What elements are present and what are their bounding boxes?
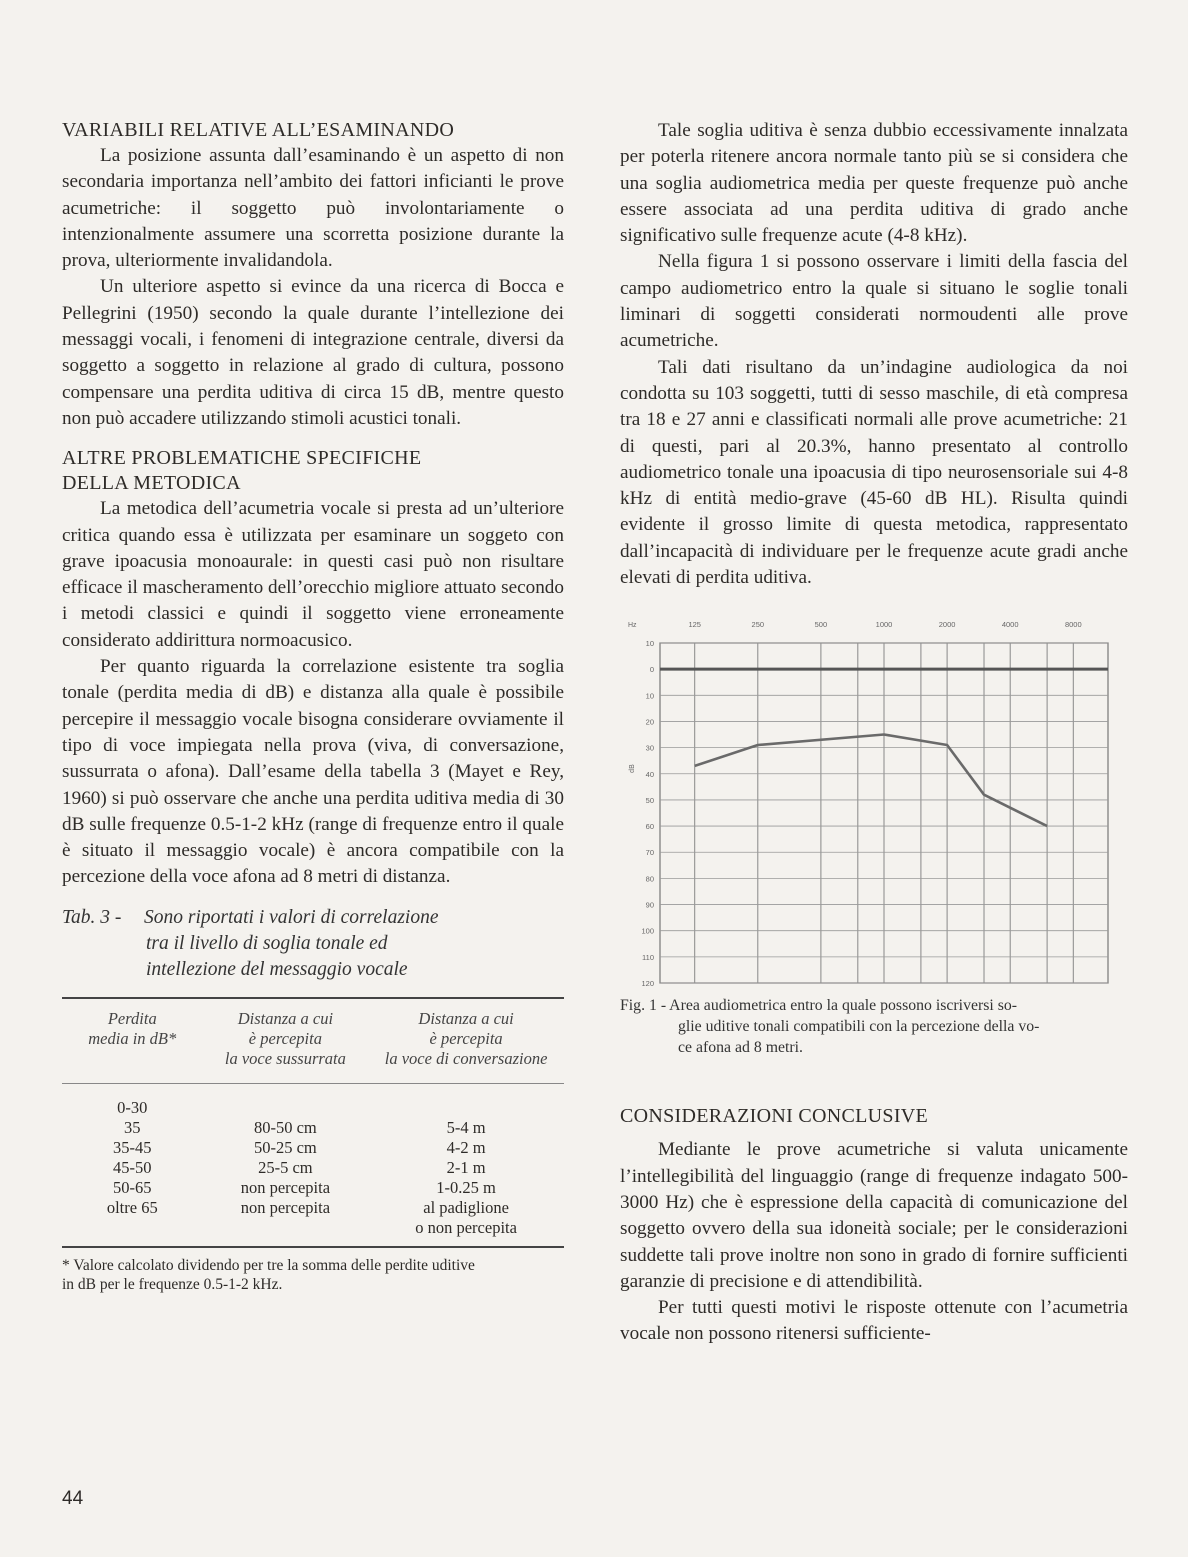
paragraph: Per tutti questi motivi le risposte ottenute con l’acumetria vocale non possono ritenersi sufficiente- (620, 1297, 1128, 1345)
y-tick-label: 80 (645, 874, 654, 884)
x-tick-label: 250 (751, 620, 765, 630)
y-tick-label: 10 (645, 691, 654, 701)
x-tick-label: 2000 (938, 620, 956, 630)
paragraph: La posizione assunta dall’esaminando è un aspetto di non secondaria importanza nell’ambito dei fattori inficianti le prove acumetriche: il soggetto può involontariamente o intenzionalmente assumere una scorretta posizione durante la prova, ulteriormente invalidandola. (62, 145, 564, 272)
table-row: 35-45 50-25 cm 4-2 m (113, 1137, 486, 1157)
figure-caption-line: Area audiometrica entro la quale possono iscriversi so- (669, 997, 1018, 1015)
y-tick-label: 90 (645, 900, 654, 910)
table-row: 0-30 (117, 1097, 148, 1117)
y-tick-label: 20 (645, 717, 654, 727)
y-tick-label: 110 (642, 953, 654, 963)
x-tick-label: 125 (688, 620, 701, 630)
table-row: 35 80-50 cm 5-4 m (124, 1117, 486, 1137)
paragraph: Tali dati risultano da un’indagine audiologica da noi condotta su 103 soggetti, tutti di sesso maschile, di età compresa tra 18 e 27 anni e classificati normali alle prove acumetriche: 21 di questi, pari al 20.3%, hanno presentato al controllo audiometrico tonale una ipoacusia di tipo neurosensoriale sui 4-8 kHz di entità medio-grave (45-60 dB HL). Risulta quindi evidente il grosso limite di questa metodica, rappresentato dall’incapacità di individuare per le frequenze acute gradi anche elevati di perdita uditiva. (620, 356, 1128, 589)
figure-caption-line: ce afona ad 8 metri. (678, 1039, 803, 1057)
section-title-variabili: VARIABILI RELATIVE ALL’ESAMINANDO (62, 119, 455, 141)
y-axis-label: dB (629, 764, 636, 774)
x-tick-label: 8000 (1064, 620, 1082, 630)
section-title-conclusive: CONSIDERAZIONI CONCLUSIVE (620, 1105, 929, 1128)
paragraph: La metodica dell’acumetria vocale si presta ad un’ulteriore critica quando essa è utilizzata per esaminare un soggeto con grave ipoacusia monoaurale: in questi casi può non risultare efficace il mascheramento dell’orecchio migliore attuato secondo i metodi classici e quindi il soggetto viene erroneamente considerato addirittura normoacusico. (62, 498, 564, 651)
table-row: 50-65 non percepita 1-0.25 m (113, 1177, 496, 1197)
y-tick-label: 40 (645, 770, 654, 780)
x-tick-label: 4000 (1001, 620, 1019, 630)
y-tick-label: 30 (645, 743, 654, 753)
x-axis-label: Hz (628, 622, 637, 630)
table-caption (62, 905, 564, 983)
table-row: 45-50 25-5 cm 2-1 m (113, 1157, 486, 1177)
paragraph: Tale soglia uditiva è senza dubbio eccessivamente innalzata per poterla ritenere ancora normale tanto più se si considera che una soglia audiometrica media per queste frequenze può anche essere associata ad una perdita uditiva di grado anche significativo sulle frequenze acute (4-8 kHz). (620, 120, 1128, 247)
table-header-loss: Perdita media in dB* (88, 1008, 177, 1048)
section-title-line: ALTRE PROBLEMATICHE SPECIFICHE (62, 447, 422, 470)
section-title-line: DELLA METODICA (62, 472, 241, 495)
figure-caption-lead: Fig. 1 - (620, 997, 667, 1015)
paragraph: Nella figura 1 si possono osservare i limiti della fascia del campo audiometrico entro la quale si situano le soglie tonali liminari di soggetti considerati normoudenti alle prove acumetriche. (620, 251, 1128, 352)
y-tick-label: 100 (641, 927, 654, 937)
table-footnote: * Valore calcolato dividendo per tre la somma delle perdite uditive in dB per le frequenze 0.5-1-2 kHz. (62, 1256, 475, 1293)
paragraph: Mediante le prove acumetriche si valuta unicamente l’intellegibilità del linguaggio (range di frequenze indagato 500-3000 Hz) che è espressione della capacità di comunicazione del soggetto ovvero della sua idoneità sociale; per le considerazioni suddette tali prove inoltre non sono in grado di fornire sufficienti garanzie di precisione e di attendibilità. (620, 1139, 1128, 1292)
table-row: oltre 65 non percepita al padiglione o non percepita (62, 1198, 564, 1247)
paragraph: Un ulteriore aspetto si evince da una ricerca di Bocca e Pellegrini (1950) secondo la quale durante l’intellezione dei messaggi vocali, i fenomeni di integrazione centrale, diversi da soggetto a soggetto in relazione al grado di cultura, possono compensare una perdita uditiva di circa 15 dB, mentre questo non può accadere utilizzando stimoli acustici tonali. (62, 276, 564, 429)
table-header-row (62, 998, 564, 1084)
table-caption-line: tra il livello di soglia tonale ed (146, 932, 388, 954)
figure-caption-line: glie uditive tonali compatibili con la percezione della vo- (678, 1018, 1040, 1036)
left-column (62, 118, 564, 1294)
y-tick-label: 0 (649, 665, 654, 675)
y-tick-label: 60 (645, 822, 654, 832)
page-number: 44 (62, 1488, 84, 1509)
section-title-problematiche (62, 446, 564, 496)
x-tick-label: 1000 (875, 620, 893, 630)
y-tick-label: 50 (645, 796, 654, 806)
table-caption-line: Sono riportati i valori di correlazione (144, 906, 439, 928)
correlation-table (62, 997, 564, 1248)
y-tick-label: 120 (641, 979, 654, 989)
table-header-whisper: Distanza a cui è percepita la voce sussurrata (224, 1008, 346, 1068)
table-caption-lead: Tab. 3 - (62, 906, 122, 928)
table-header-conversation: Distanza a cui è percepita la voce di conversazione (384, 1008, 548, 1068)
audiogram-figure (620, 613, 1120, 993)
y-tick-label: 10 (645, 639, 654, 649)
audiogram-chart (620, 613, 1120, 993)
y-tick-label: 70 (645, 848, 654, 858)
right-column (620, 118, 1128, 1348)
series-line-lower-limit (695, 735, 1047, 827)
figure-caption (620, 995, 1128, 1058)
x-tick-label: 500 (814, 620, 828, 630)
table-caption-line: intellezione del messaggio vocale (146, 958, 408, 980)
paragraph: Per quanto riguarda la correlazione esistente tra soglia tonale (perdita media di dB) e distanza alla quale è possibile percepire il messaggio vocale bisogna considerare ovviamente il tipo di voce impiegata nella prova (viva, di conversazione, sussurrata o afona). Dall’esame della tabella 3 (Mayet e Rey, 1960) si può osservare che anche una perdita uditiva media di 30 dB sulle frequenze 0.5-1-2 kHz (range di frequenze entro il quale è situato il messaggio vocale) è ancora compatibile con la percezione della voce afona ad 8 metri di distanza. (62, 656, 564, 888)
